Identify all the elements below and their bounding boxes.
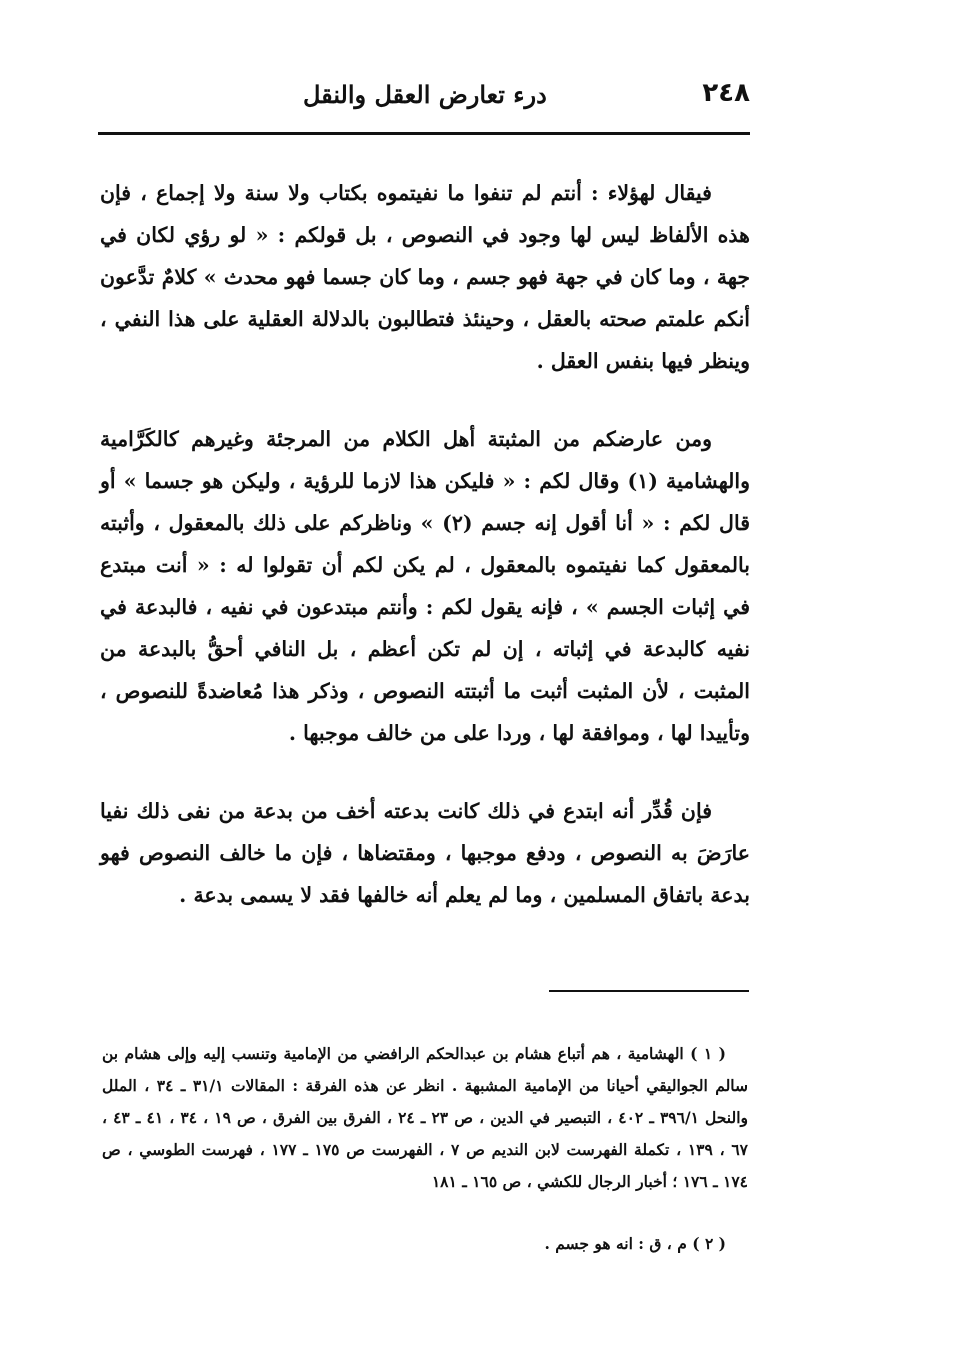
paragraph-1: فيقال لهؤلاء : أنتم لم تنفوا ما نفيتموه بكتاب ولا سنة ولا إجماع ، فإن هذه الألفاظ ليس لها وجود في النصوص ، بل قولكم : « لو رؤي لكان في جهة ، وما كان في جهة فهو جسم ، وما كان جسما فهو محدث » كلامٌ تدَّعون أنكم علمتم صحته بالعقل ، وحينئذ فتطالبون بالدلالة العقلية على هذا النفي ، وينظر فيها بنفس العقل . [100,181,750,373]
footnote-rule [549,990,749,992]
page-number: ٢٤٨ [702,78,750,108]
footnote-1: ( ١ ) الهشامية ، هم أتباع هشام بن عبدالحكم الرافضي من الإمامية وتنسب إليه وإلى هشام بن سالم الجواليقي أحيانا من الإمامية المشبهة . انظر عن هذه الفرقة : المقالات ٣١/١ ـ ٣٤ ، الملل والنحل ٣٩٦/١ ـ ٤٠٢ ، التبصير في الدين ، ص ٢٣ ـ ٢٤ ، الفرق بين الفرق ، ص ١٩ ، ٣٤ ، ٤١ ـ ٤٣ ، ٦٧ ، ١٣٩ ، تكملة الفهرست لابن النديم ص ٧ ، الفهرست ص ١٧٥ ـ ١٧٧ ، فهرست الطوسي ، ص ١٧٤ ـ ١٧٦ ؛ أخبار الرجال للكشي ، ص ١٦٥ ـ ١٨١ [102,1044,748,1191]
page-header [98,78,750,122]
footnote-2: ( ٢ ) م ، ق : انه هو جسم . [544,1234,726,1253]
paragraph-2: ومن عارضكم من المثبتة أهل الكلام من المرجئة وغيرهم كالكَرَّامية والهشامية (١) وقال لكم : « فليكن هذا لازما للرؤية ، وليكن هو جسما » أو قال لكم : « أنا أقول إنه جسم (٢) » وناظركم على ذلك بالمعقول ، وأثبته بالمعقول كما نفيتموه بالمعقول ، لم يكن لكم أن تقولوا له : « أنت مبتدع في إثبات الجسم » ، فإنه يقول لكم : وأنتم مبتدعون في نفيه ، فالبدعة في نفيه كالبدعة في إثباته ، إن لم تكن أعظم ، بل النافي أحقُّ بالبدعة من المثبت ، لأن المثبت أثبت ما أثبتته النصوص ، وذكر هذا مُعاضدةً للنصوص ، وتأييدا لها ، وموافقة لها ، وردا على من خالف موجبها . [100,427,750,745]
running-title: درء تعارض العقل والنقل [303,80,547,109]
paragraph-3: فإن قُدِّر أنه ابتدع في ذلك كانت بدعته أخف من بدعة من نفى ذلك نفيا عارَضَ به النصوص ، ودفع موجبها ، ومقتضاها ، فإن ما خالف النصوص فهو بدعة باتفاق المسلمين ، وما لم يعلم أنه خالفها فقد لا يسمى بدعة . [100,799,750,907]
footnotes [102,1038,748,1290]
main-text [100,172,750,952]
header-rule [98,132,750,135]
